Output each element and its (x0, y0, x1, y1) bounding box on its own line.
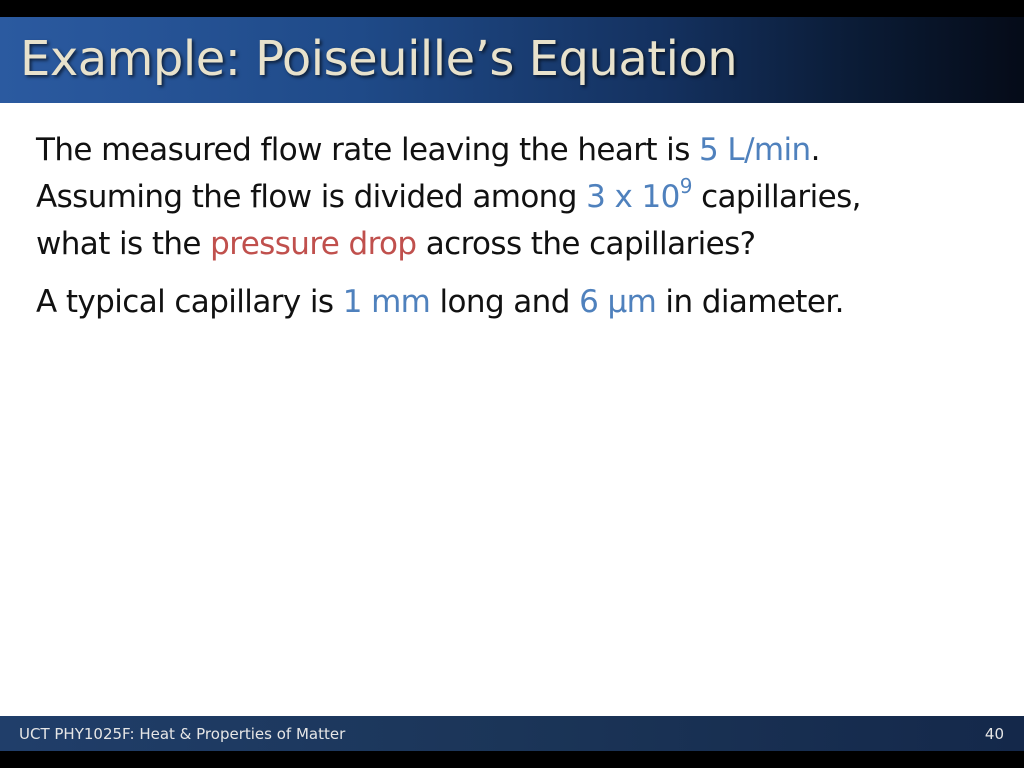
slide-content (0, 103, 1024, 716)
capillary-diameter-value: 6 µm (579, 284, 657, 320)
capillary-info-paragraph (36, 279, 996, 326)
capillary-count-value (586, 173, 692, 215)
question-text-3: Assuming the flow is divided among (36, 179, 587, 215)
capillary-length-value: 1 mm (342, 284, 431, 320)
title-bar (0, 17, 1024, 103)
question-text-1: The measured flow rate leaving the heart is (36, 132, 700, 168)
question-text-4: capillaries, (691, 179, 861, 215)
capillary-count-exponent: 9 (679, 173, 692, 198)
question-paragraph (36, 127, 996, 268)
footer-course-title: UCT PHY1025F: Heat & Properties of Matter (19, 725, 346, 743)
question-text-6: across the capillaries? (416, 226, 756, 262)
pressure-drop-highlight: pressure drop (210, 226, 417, 262)
capillary-count-base: 3 x 10 (586, 179, 680, 215)
capillary-text-1: A typical capillary is (36, 284, 343, 320)
footer-bar (0, 716, 1024, 751)
capillary-text-3: in diameter. (656, 284, 844, 320)
flow-rate-value: 5 L/min (699, 132, 811, 168)
question-text-5: what is the (36, 226, 211, 262)
capillary-text-2: long and (430, 284, 580, 320)
question-text-2: . (810, 132, 820, 168)
slide-title: Example: Poiseuille’s Equation (20, 31, 738, 87)
slide-number: 40 (984, 725, 1004, 743)
